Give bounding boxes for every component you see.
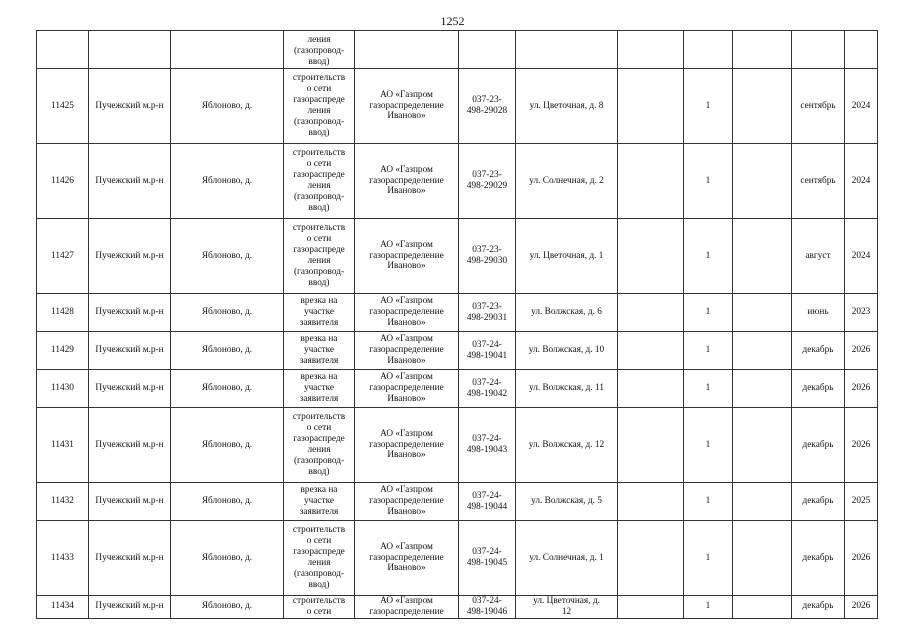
cell-org <box>355 408 459 483</box>
count-text: 1 <box>705 601 711 612</box>
locality-text: Яблоново, д. <box>201 552 253 563</box>
cell-empty <box>618 31 684 69</box>
cell-id <box>37 596 89 619</box>
district-text: Пучежский м.р-н <box>95 601 164 612</box>
cell-locality <box>171 370 284 408</box>
cell-empty <box>733 69 792 144</box>
cell-empty <box>618 294 684 332</box>
cell-org <box>355 370 459 408</box>
cell-empty <box>618 483 684 521</box>
org-text: АО «Газпром газораспределение Иваново» <box>369 296 444 328</box>
cell-district <box>89 144 171 219</box>
address-text: ул. Волжская, д. 10 <box>528 345 605 356</box>
id-text: 11427 <box>51 250 74 261</box>
cell-district <box>89 521 171 596</box>
table-row <box>37 69 878 144</box>
work-type-text: врезка на участке заявителя <box>299 334 339 366</box>
month-text: декабрь <box>802 552 834 563</box>
cell-empty <box>733 332 792 370</box>
cell-district <box>89 31 171 69</box>
cell-locality <box>171 521 284 596</box>
cell-locality <box>171 483 284 521</box>
cell-code <box>459 596 516 619</box>
month-text: декабрь <box>802 345 834 356</box>
count-text: 1 <box>705 345 711 356</box>
cell-year <box>845 294 878 332</box>
cell-district <box>89 332 171 370</box>
address-text: ул. Цветочная, д. 8 <box>529 100 604 111</box>
year-text: 2025 <box>851 496 871 507</box>
month-text: декабрь <box>802 383 834 394</box>
cell-month <box>792 521 845 596</box>
month-text: декабрь <box>802 496 834 507</box>
cell-year <box>845 332 878 370</box>
address-text: ул. Солнечная, д. 2 <box>529 175 604 186</box>
code-text: 037-24- 498-19044 <box>466 490 508 512</box>
table-row <box>37 332 878 370</box>
count-text: 1 <box>705 439 711 450</box>
cell-empty <box>733 219 792 294</box>
month-text: декабрь <box>802 601 834 612</box>
cell-work-type <box>284 483 355 521</box>
cell-empty <box>733 370 792 408</box>
org-text: АО «Газпром газораспределение Иваново» <box>369 485 444 517</box>
count-text: 1 <box>705 307 711 318</box>
cell-empty <box>733 521 792 596</box>
address-text: ул. Волжская, д. 6 <box>531 307 602 318</box>
cell-count <box>684 294 733 332</box>
year-text: 2024 <box>851 250 871 261</box>
cell-district <box>89 69 171 144</box>
locality-text: Яблоново, д. <box>201 100 253 111</box>
table-row <box>37 370 878 408</box>
work-type-text: строительств о сети газораспреде ления (газопровод- ввод) <box>292 525 346 590</box>
district-text: Пучежский м.р-н <box>95 175 164 186</box>
cell-id <box>37 332 89 370</box>
cell-month <box>792 596 845 619</box>
cell-org <box>355 332 459 370</box>
cell-org <box>355 294 459 332</box>
locality-text: Яблоново, д. <box>201 601 253 612</box>
cell-empty <box>733 31 792 69</box>
month-text: сентябрь <box>800 100 836 111</box>
cell-empty <box>618 219 684 294</box>
locality-text: Яблоново, д. <box>201 439 253 450</box>
cell-code <box>459 408 516 483</box>
district-text: Пучежский м.р-н <box>95 307 164 318</box>
cell-address <box>516 144 618 219</box>
id-text: 11425 <box>51 100 74 111</box>
cell-locality <box>171 294 284 332</box>
locality-text: Яблоново, д. <box>201 383 253 394</box>
cell-count <box>684 370 733 408</box>
cell-work-type <box>284 521 355 596</box>
count-text: 1 <box>705 175 711 186</box>
cell-org <box>355 144 459 219</box>
cell-year <box>845 483 878 521</box>
cell-locality <box>171 69 284 144</box>
cell-count <box>684 596 733 619</box>
district-text: Пучежский м.р-н <box>95 439 164 450</box>
code-text: 037-23- 498-29029 <box>466 170 508 191</box>
locality-text: Яблоново, д. <box>201 496 253 507</box>
year-text: 2023 <box>851 307 871 318</box>
cell-month <box>792 294 845 332</box>
cell-count <box>684 144 733 219</box>
cell-locality <box>171 219 284 294</box>
cell-month <box>792 31 845 69</box>
cell-district <box>89 370 171 408</box>
id-text: 11428 <box>51 307 74 318</box>
table-row <box>37 521 878 596</box>
cell-code <box>459 483 516 521</box>
year-text: 2024 <box>851 175 871 186</box>
id-text: 11431 <box>51 439 74 450</box>
cell-district <box>89 483 171 521</box>
cell-code <box>459 69 516 144</box>
cell-address <box>516 219 618 294</box>
year-text: 2026 <box>851 601 871 612</box>
locality-text: Яблоново, д. <box>201 307 253 318</box>
cell-empty <box>618 370 684 408</box>
cell-locality <box>171 31 284 69</box>
code-text: 037-24- 498-19041 <box>466 339 508 361</box>
work-type-text: строительств о сети газораспреде ления (газопровод- ввод) <box>292 73 346 138</box>
cell-address <box>516 69 618 144</box>
cell-count <box>684 483 733 521</box>
table-row <box>37 144 878 219</box>
table-row <box>37 483 878 521</box>
month-text: июнь <box>807 307 829 318</box>
work-type-text: строительств о сети газораспреде ления (газопровод- ввод) <box>292 412 346 477</box>
cell-empty <box>618 596 684 619</box>
cell-work-type <box>284 408 355 483</box>
org-text: АО «Газпром газораспределение Иваново» <box>369 428 444 461</box>
year-text: 2026 <box>851 345 871 356</box>
cell-empty <box>733 596 792 619</box>
work-type-text: врезка на участке заявителя <box>299 485 339 517</box>
cell-empty <box>618 332 684 370</box>
org-text: АО «Газпром газораспределение Иваново» <box>369 541 444 574</box>
district-text: Пучежский м.р-н <box>95 345 164 356</box>
cell-empty <box>618 144 684 219</box>
cell-org <box>355 483 459 521</box>
district-text: Пучежский м.р-н <box>95 100 164 111</box>
org-text: АО «Газпром газораспределение Иваново» <box>369 164 444 197</box>
count-text: 1 <box>705 250 711 261</box>
cell-year <box>845 596 878 619</box>
cell-address <box>516 31 618 69</box>
cell-id <box>37 521 89 596</box>
cell-org <box>355 521 459 596</box>
cell-count <box>684 332 733 370</box>
cell-empty <box>733 294 792 332</box>
cell-id <box>37 219 89 294</box>
address-text: ул. Цветочная, д. 1 <box>529 250 604 261</box>
cell-work-type <box>284 294 355 332</box>
address-text: ул. Волжская, д. 5 <box>531 496 602 507</box>
work-type-text: строительств о сети <box>292 596 346 617</box>
cell-work-type <box>284 144 355 219</box>
cell-code <box>459 521 516 596</box>
org-text: АО «Газпром газораспределение Иваново» <box>369 239 444 272</box>
table-body <box>37 31 878 619</box>
cell-id <box>37 408 89 483</box>
page-number: 1252 <box>440 14 465 28</box>
cell-month <box>792 370 845 408</box>
cell-work-type <box>284 219 355 294</box>
year-text: 2026 <box>851 552 871 563</box>
cell-code <box>459 144 516 219</box>
cell-address <box>516 408 618 483</box>
cell-year <box>845 31 878 69</box>
cell-code <box>459 370 516 408</box>
count-text: 1 <box>705 496 711 507</box>
cell-empty <box>618 69 684 144</box>
year-text: 2026 <box>851 439 871 450</box>
address-text: ул. Волжская, д. 12 <box>528 439 605 450</box>
month-text: декабрь <box>802 439 834 450</box>
cell-id <box>37 31 89 69</box>
cell-count <box>684 69 733 144</box>
address-text: ул. Цветочная, д. 12 <box>533 596 600 617</box>
cell-code <box>459 31 516 69</box>
cell-address <box>516 596 618 619</box>
cell-month <box>792 219 845 294</box>
cell-month <box>792 408 845 483</box>
year-text: 2024 <box>851 100 871 111</box>
month-text: август <box>805 250 831 261</box>
cell-month <box>792 483 845 521</box>
cell-org <box>355 219 459 294</box>
cell-year <box>845 521 878 596</box>
cell-empty <box>618 521 684 596</box>
cell-month <box>792 332 845 370</box>
cell-code <box>459 332 516 370</box>
cell-locality <box>171 408 284 483</box>
district-text: Пучежский м.р-н <box>95 552 164 563</box>
cell-locality <box>171 144 284 219</box>
work-type-text: строительств о сети газораспреде ления (газопровод- ввод) <box>292 148 346 213</box>
month-text: сентябрь <box>800 175 836 186</box>
cell-work-type <box>284 370 355 408</box>
cell-org <box>355 596 459 619</box>
cell-id <box>37 370 89 408</box>
cell-district <box>89 408 171 483</box>
cell-locality <box>171 332 284 370</box>
cell-org <box>355 69 459 144</box>
locality-text: Яблоново, д. <box>201 250 253 261</box>
cell-work-type <box>284 69 355 144</box>
cell-count <box>684 408 733 483</box>
work-type-text: ления (газопровод- ввод) <box>293 35 345 68</box>
address-text: ул. Волжская, д. 11 <box>528 383 605 394</box>
table-row <box>37 596 878 619</box>
year-text: 2026 <box>851 383 871 394</box>
cell-count <box>684 521 733 596</box>
code-text: 037-23- 498-29031 <box>466 301 508 323</box>
cell-count <box>684 31 733 69</box>
id-text: 11430 <box>51 383 74 394</box>
locality-text: Яблоново, д. <box>201 175 253 186</box>
cell-district <box>89 294 171 332</box>
cell-work-type <box>284 332 355 370</box>
cell-code <box>459 219 516 294</box>
cell-address <box>516 483 618 521</box>
code-text: 037-24- 498-19042 <box>466 377 508 399</box>
org-text: АО «Газпром газораспределение Иваново» <box>369 89 444 122</box>
address-text: ул. Солнечная, д. 1 <box>529 552 604 563</box>
cell-work-type <box>284 31 355 69</box>
table-row <box>37 294 878 332</box>
cell-empty <box>733 408 792 483</box>
cell-count <box>684 219 733 294</box>
code-text: 037-24- 498-19043 <box>466 434 508 455</box>
id-text: 11432 <box>51 496 74 507</box>
cell-org <box>355 31 459 69</box>
work-type-text: врезка на участке заявителя <box>299 296 339 328</box>
cell-work-type <box>284 596 355 619</box>
cell-address <box>516 332 618 370</box>
cell-district <box>89 596 171 619</box>
district-text: Пучежский м.р-н <box>95 383 164 394</box>
count-text: 1 <box>705 552 711 563</box>
org-text: АО «Газпром газораспределение <box>369 596 444 617</box>
locality-text: Яблоново, д. <box>201 345 253 356</box>
cell-empty <box>618 408 684 483</box>
cell-id <box>37 144 89 219</box>
cell-empty <box>733 483 792 521</box>
org-text: АО «Газпром газораспределение Иваново» <box>369 372 444 404</box>
cell-month <box>792 69 845 144</box>
district-text: Пучежский м.р-н <box>95 496 164 507</box>
count-text: 1 <box>705 383 711 394</box>
code-text: 037-24- 498-19045 <box>466 547 508 568</box>
registry-table <box>36 30 878 619</box>
cell-month <box>792 144 845 219</box>
code-text: 037-23- 498-29030 <box>466 245 508 266</box>
id-text: 11426 <box>51 175 74 186</box>
cell-id <box>37 69 89 144</box>
table-row-continued <box>37 31 878 69</box>
cell-year <box>845 219 878 294</box>
cell-address <box>516 294 618 332</box>
cell-year <box>845 144 878 219</box>
district-text: Пучежский м.р-н <box>95 250 164 261</box>
table-row <box>37 219 878 294</box>
cell-id <box>37 483 89 521</box>
work-type-text: строительств о сети газораспреде ления (газопровод- ввод) <box>292 223 346 288</box>
count-text: 1 <box>705 100 711 111</box>
cell-id <box>37 294 89 332</box>
work-type-text: врезка на участке заявителя <box>299 372 339 404</box>
org-text: АО «Газпром газораспределение Иваново» <box>369 334 444 366</box>
id-text: 11433 <box>51 552 74 563</box>
id-text: 11434 <box>51 601 74 612</box>
cell-code <box>459 294 516 332</box>
cell-address <box>516 370 618 408</box>
cell-year <box>845 370 878 408</box>
cell-district <box>89 219 171 294</box>
cell-address <box>516 521 618 596</box>
code-text: 037-23- 498-29028 <box>466 95 508 116</box>
cell-year <box>845 408 878 483</box>
id-text: 11429 <box>51 345 74 356</box>
cell-locality <box>171 596 284 619</box>
cell-year <box>845 69 878 144</box>
code-text: 037-24- 498-19046 <box>466 596 508 617</box>
cell-empty <box>733 144 792 219</box>
table-row <box>37 408 878 483</box>
